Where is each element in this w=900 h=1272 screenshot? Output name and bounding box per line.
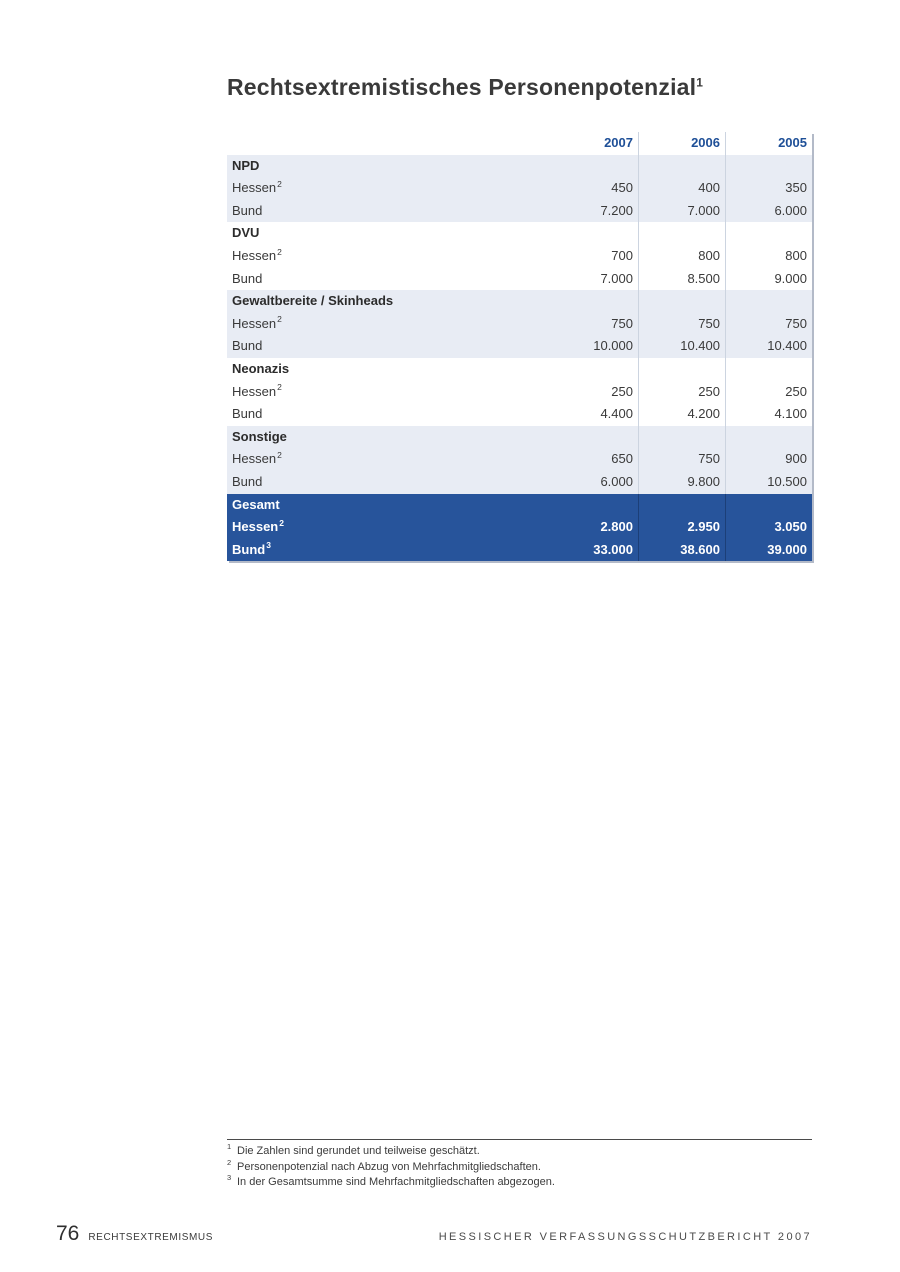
empty-cell bbox=[551, 358, 638, 381]
empty-cell bbox=[725, 155, 812, 178]
group-header-row bbox=[227, 358, 812, 381]
value-cell: 3.050 bbox=[725, 516, 812, 539]
value-cell: 6.000 bbox=[600, 473, 633, 489]
empty-cell bbox=[638, 426, 725, 449]
data-row bbox=[227, 448, 812, 471]
empty-cell bbox=[551, 155, 638, 178]
empty-cell bbox=[638, 358, 725, 381]
table-group bbox=[227, 290, 812, 358]
empty-cell bbox=[638, 155, 725, 178]
year-header-2006: 2006 bbox=[638, 132, 725, 155]
group-header-row bbox=[227, 222, 812, 245]
footer-left bbox=[56, 1222, 213, 1246]
footnote-ref: 2 bbox=[277, 449, 282, 460]
value-cell: 4.100 bbox=[725, 403, 812, 426]
value-cell: 4.200 bbox=[638, 403, 725, 426]
footnote-ref: 2 bbox=[279, 517, 284, 528]
data-row bbox=[227, 313, 812, 336]
value-cell: 350 bbox=[725, 177, 812, 200]
value-cell: 750 bbox=[611, 315, 633, 331]
footnotes-list bbox=[227, 1144, 812, 1191]
value-cell: 250 bbox=[638, 381, 725, 404]
value-cell: 4.400 bbox=[600, 406, 633, 422]
group-name: DVU bbox=[232, 225, 260, 241]
empty-cell bbox=[638, 222, 725, 245]
footnote-ref: 2 bbox=[277, 246, 282, 257]
row-label: Bund bbox=[232, 202, 263, 218]
report-title: HESSISCHER VERFASSUNGSSCHUTZBERICHT 2007 bbox=[438, 1231, 812, 1243]
row-label: Bund bbox=[232, 338, 263, 354]
table-group bbox=[227, 222, 812, 290]
row-label: Hessen$^2$ bbox=[232, 314, 282, 331]
data-row bbox=[227, 516, 812, 539]
potential-table bbox=[227, 132, 812, 561]
value-cell: 8.500 bbox=[638, 268, 725, 291]
table-group bbox=[227, 155, 812, 223]
value-cell: 800 bbox=[725, 245, 812, 268]
value-cell: 9.800 bbox=[638, 471, 725, 494]
empty-cell bbox=[725, 494, 812, 517]
empty-cell bbox=[725, 222, 812, 245]
group-header-row bbox=[227, 426, 812, 449]
data-row bbox=[227, 245, 812, 268]
row-label: Hessen$^2$ bbox=[232, 382, 282, 399]
value-cell: 800 bbox=[638, 245, 725, 268]
table-group bbox=[227, 426, 812, 494]
footnote-ref: 2 bbox=[277, 314, 282, 325]
table-group bbox=[227, 494, 812, 562]
empty-cell bbox=[638, 290, 725, 313]
empty-cell bbox=[638, 494, 725, 517]
footnotes-section bbox=[227, 1139, 812, 1191]
data-row bbox=[227, 403, 812, 426]
value-cell: 2.800 bbox=[600, 519, 633, 535]
empty-cell bbox=[725, 426, 812, 449]
empty-cell bbox=[725, 290, 812, 313]
empty-cell bbox=[551, 290, 638, 313]
footnote: $^3$ In der Gesamtsumme sind Mehrfachmitgliedschaften abgezogen. bbox=[227, 1173, 555, 1188]
value-cell: 38.600 bbox=[638, 539, 725, 562]
year-header-2007: 2007 bbox=[604, 135, 633, 150]
value-cell: 400 bbox=[638, 177, 725, 200]
data-row bbox=[227, 335, 812, 358]
row-label: Hessen$^2$ bbox=[232, 517, 284, 535]
value-cell: 39.000 bbox=[725, 539, 812, 562]
value-cell: 2.950 bbox=[638, 516, 725, 539]
value-cell: 7.200 bbox=[600, 202, 633, 218]
table-body bbox=[227, 155, 812, 562]
page-title-footnote-ref: 1 bbox=[696, 75, 704, 90]
page-number: 76 bbox=[56, 1222, 80, 1245]
empty-cell bbox=[725, 358, 812, 381]
empty-cell bbox=[551, 494, 638, 517]
group-name: Sonstige bbox=[232, 428, 287, 444]
value-cell: 10.000 bbox=[593, 338, 633, 354]
section-label: RECHTSEXTREMISMUS bbox=[88, 1232, 214, 1243]
value-cell: 700 bbox=[611, 247, 633, 263]
row-label: Hessen$^2$ bbox=[232, 449, 282, 467]
row-label: Bund bbox=[232, 473, 263, 489]
value-cell: 10.400 bbox=[638, 335, 725, 358]
group-header-row bbox=[227, 155, 812, 178]
footnote-text: Personenpotenzial nach Abzug von Mehrfachmitgliedschaften. bbox=[237, 1160, 541, 1173]
group-name: NPD bbox=[232, 157, 260, 173]
value-cell: 9.000 bbox=[725, 268, 812, 291]
data-row bbox=[227, 268, 812, 291]
value-cell: 750 bbox=[638, 313, 725, 336]
value-cell: 650 bbox=[611, 451, 633, 467]
footnote: $^1$ Die Zahlen sind gerundet und teilweise geschätzt. bbox=[227, 1142, 480, 1157]
year-header-2005: 2005 bbox=[725, 132, 812, 155]
data-row bbox=[227, 381, 812, 404]
group-name: Gewaltbereite / Skinheads bbox=[232, 293, 394, 309]
value-cell: 250 bbox=[611, 383, 633, 399]
footnote-ref: 2 bbox=[277, 178, 282, 189]
data-row bbox=[227, 471, 812, 494]
table-group bbox=[227, 358, 812, 426]
page-title-text: Rechtsextremistisches Personenpotenzial bbox=[227, 74, 697, 100]
empty-cell bbox=[551, 426, 638, 449]
value-cell: 6.000 bbox=[725, 200, 812, 223]
value-cell: 250 bbox=[725, 381, 812, 404]
page-title bbox=[227, 74, 703, 101]
footnote-text: In der Gesamtsumme sind Mehrfachmitgliedschaften abgezogen. bbox=[237, 1176, 555, 1188]
group-header-row bbox=[227, 290, 812, 313]
value-cell: 7.000 bbox=[600, 270, 633, 286]
value-cell: 33.000 bbox=[593, 541, 633, 557]
row-label: Hessen$^2$ bbox=[232, 246, 282, 263]
value-cell: 10.500 bbox=[725, 471, 812, 494]
group-header-row bbox=[227, 494, 812, 517]
value-cell: 750 bbox=[725, 313, 812, 336]
row-label: Hessen$^2$ bbox=[232, 178, 282, 196]
group-name: Neonazis bbox=[232, 360, 290, 376]
value-cell: 750 bbox=[638, 448, 725, 471]
data-row bbox=[227, 539, 812, 562]
footnote-ref: 2 bbox=[277, 382, 282, 393]
footnote: $^2$ Personenpotenzial nach Abzug von Mehrfachmitgliedschaften. bbox=[227, 1157, 541, 1173]
header-spacer-cell bbox=[227, 132, 551, 155]
value-cell: 7.000 bbox=[638, 200, 725, 223]
empty-cell bbox=[551, 222, 638, 245]
table-header-row bbox=[227, 132, 812, 155]
value-cell: 10.400 bbox=[725, 335, 812, 358]
data-row bbox=[227, 177, 812, 200]
row-label: Bund$^3$ bbox=[232, 540, 271, 557]
data-row bbox=[227, 200, 812, 223]
footnote-ref: 3 bbox=[266, 540, 271, 551]
value-cell: 450 bbox=[611, 180, 633, 196]
value-cell: 900 bbox=[725, 448, 812, 471]
page-footer bbox=[56, 1222, 812, 1246]
footnote-text: Die Zahlen sind gerundet und teilweise geschätzt. bbox=[237, 1145, 480, 1157]
row-label: Bund bbox=[232, 270, 263, 286]
row-label: Bund bbox=[232, 406, 263, 422]
group-name: Gesamt bbox=[232, 496, 280, 512]
